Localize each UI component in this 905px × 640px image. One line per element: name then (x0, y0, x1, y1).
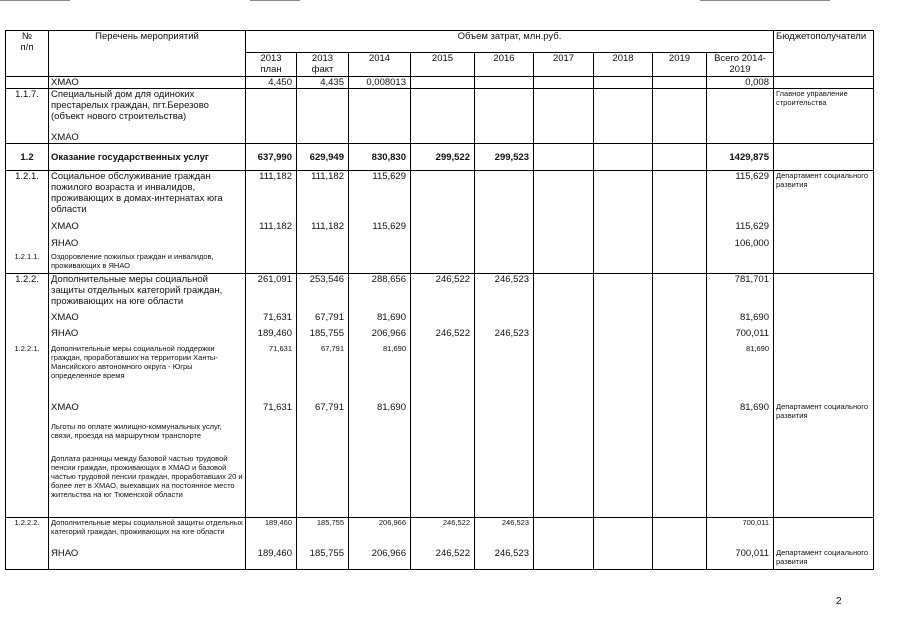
table-row (6, 454, 874, 518)
scan-edge-line (0, 0, 70, 1)
page-number: 2 (836, 596, 842, 607)
value-cell (297, 422, 349, 454)
table-row (6, 132, 874, 144)
value-cell (534, 238, 594, 252)
value-cell (594, 312, 653, 328)
value-cell (707, 252, 774, 274)
value-cell (475, 454, 534, 518)
value-cell (653, 144, 707, 171)
header-year: 2018 (594, 53, 653, 77)
value-cell (475, 238, 534, 252)
value-cell (246, 422, 297, 454)
value-cell (594, 77, 653, 89)
value-cell (594, 238, 653, 252)
value-cell (475, 171, 534, 221)
recipient-cell (774, 252, 874, 274)
value-cell: 206,966 (349, 548, 411, 570)
header-year: Всего 2014- 2019 (707, 53, 774, 77)
recipient-cell (774, 328, 874, 344)
row-number (6, 402, 49, 422)
row-number: 1.2.2.1. (6, 344, 49, 402)
value-cell (297, 132, 349, 144)
value-cell (653, 221, 707, 238)
value-cell: 246,522 (411, 548, 475, 570)
value-cell (534, 132, 594, 144)
value-cell (246, 132, 297, 144)
row-name: Доплата разницы между базовой частью трудовой пенсии граждан, проживающих в ХМАО и базовой частью трудовой пенсии граждан, проработавших 20 и более лет в ХМАО, выехавших на постоянное место жительства на юг Тюменской области (49, 454, 246, 518)
value-cell: 246,522 (411, 274, 475, 312)
value-cell: 185,755 (297, 518, 349, 548)
value-cell: 71,631 (246, 344, 297, 402)
value-cell (349, 454, 411, 518)
recipient-cell (774, 238, 874, 252)
value-cell (534, 422, 594, 454)
value-cell: 115,629 (707, 221, 774, 238)
row-number: 1.2.2.2. (6, 518, 49, 548)
row-name: ХМАО (49, 132, 246, 144)
row-number (6, 548, 49, 570)
value-cell (594, 274, 653, 312)
header-recipients: Бюджетополучатели (774, 31, 874, 77)
row-name: Социальное обслуживание граждан пожилого возраста и инвалидов, проживающих в домах-интернатах юга области (49, 171, 246, 221)
row-number: 1.2.2. (6, 274, 49, 312)
header-year: 2015 (411, 53, 475, 77)
row-number: 1.2.1.1. (6, 252, 49, 274)
row-name: Льготы по оплате жилищно-коммунальных услуг, связи, проезда на маршрутном транспорте (49, 422, 246, 454)
value-cell (653, 518, 707, 548)
value-cell: 246,522 (411, 328, 475, 344)
value-cell: 206,966 (349, 328, 411, 344)
value-cell: 261,091 (246, 274, 297, 312)
value-cell: 0,008 (707, 77, 774, 89)
header-year: 2019 (653, 53, 707, 77)
header-list: Перечень мероприятий (49, 31, 246, 77)
value-cell: 4,450 (246, 77, 297, 89)
row-name: ЯНАО (49, 328, 246, 344)
value-cell (411, 77, 475, 89)
table-row (6, 402, 874, 422)
value-cell (653, 402, 707, 422)
value-cell (534, 454, 594, 518)
value-cell (411, 422, 475, 454)
value-cell (246, 252, 297, 274)
value-cell: 71,631 (246, 312, 297, 328)
value-cell: 111,182 (297, 221, 349, 238)
value-cell (475, 252, 534, 274)
value-cell (534, 548, 594, 570)
value-cell (475, 402, 534, 422)
row-number (6, 328, 49, 344)
header-costs: Объем затрат, млн.руб. (246, 31, 774, 53)
value-cell (594, 422, 653, 454)
value-cell: 81,690 (707, 312, 774, 328)
table-row (6, 171, 874, 221)
value-cell (475, 77, 534, 89)
value-cell (411, 89, 475, 132)
value-cell: 81,690 (707, 344, 774, 402)
value-cell (246, 89, 297, 132)
value-cell: 189,460 (246, 548, 297, 570)
value-cell (594, 221, 653, 238)
value-cell: 206,966 (349, 518, 411, 548)
value-cell: 71,631 (246, 402, 297, 422)
value-cell (653, 344, 707, 402)
value-cell (653, 77, 707, 89)
table-row (6, 422, 874, 454)
value-cell (594, 144, 653, 171)
scan-edge-line (250, 0, 300, 1)
value-cell: 246,523 (475, 518, 534, 548)
value-cell: 111,182 (246, 221, 297, 238)
value-cell: 4,435 (297, 77, 349, 89)
value-cell: 288,656 (349, 274, 411, 312)
row-name: ХМАО (49, 402, 246, 422)
value-cell (534, 274, 594, 312)
value-cell (653, 312, 707, 328)
value-cell (411, 402, 475, 422)
value-cell (297, 252, 349, 274)
recipient-cell: Департамент социального развития (774, 171, 874, 221)
value-cell (594, 548, 653, 570)
value-cell: 81,690 (349, 402, 411, 422)
value-cell: 637,990 (246, 144, 297, 171)
header-year: 2017 (534, 53, 594, 77)
value-cell (475, 422, 534, 454)
row-name: ХМАО (49, 77, 246, 89)
row-number (6, 312, 49, 328)
value-cell (411, 238, 475, 252)
value-cell (707, 89, 774, 132)
value-cell: 246,523 (475, 274, 534, 312)
value-cell (653, 328, 707, 344)
value-cell (653, 89, 707, 132)
value-cell (475, 221, 534, 238)
row-name: ХМАО (49, 221, 246, 238)
value-cell (297, 454, 349, 518)
value-cell (653, 548, 707, 570)
value-cell (594, 171, 653, 221)
table-row (6, 238, 874, 252)
value-cell (653, 238, 707, 252)
value-cell: 781,701 (707, 274, 774, 312)
row-name: ХМАО (49, 312, 246, 328)
value-cell (411, 171, 475, 221)
header-year: 2014 (349, 53, 411, 77)
row-name: Дополнительные меры социальной защиты отдельных категорий граждан, проживающих на юге области (49, 274, 246, 312)
value-cell (534, 89, 594, 132)
recipient-cell: Департамент социального развития (774, 548, 874, 570)
value-cell: 246,523 (475, 328, 534, 344)
value-cell (594, 454, 653, 518)
header-year: 2013 факт (297, 53, 349, 77)
value-cell: 700,011 (707, 518, 774, 548)
recipient-cell (774, 144, 874, 171)
row-name: Дополнительные меры социальной защиты отдельных категорий граждан, проживающих на юге области (49, 518, 246, 548)
row-number: 1.2 (6, 144, 49, 171)
recipient-cell (774, 422, 874, 454)
value-cell (349, 238, 411, 252)
value-cell (707, 422, 774, 454)
value-cell: 189,460 (246, 328, 297, 344)
row-name: Оказание государственных услуг (49, 144, 246, 171)
header-num: № п/п (6, 31, 49, 77)
table-row (6, 221, 874, 238)
value-cell (411, 454, 475, 518)
value-cell (411, 252, 475, 274)
row-number (6, 238, 49, 252)
table-row (6, 548, 874, 570)
value-cell (594, 328, 653, 344)
value-cell (534, 328, 594, 344)
scan-edge-line (700, 0, 830, 1)
value-cell: 106,000 (707, 238, 774, 252)
value-cell (534, 344, 594, 402)
table-row (6, 89, 874, 132)
value-cell (594, 402, 653, 422)
value-cell (534, 252, 594, 274)
row-number (6, 221, 49, 238)
value-cell (411, 312, 475, 328)
value-cell (594, 89, 653, 132)
value-cell (594, 132, 653, 144)
value-cell (349, 89, 411, 132)
value-cell: 246,522 (411, 518, 475, 548)
value-cell: 185,755 (297, 548, 349, 570)
recipient-cell (774, 312, 874, 328)
header-year: 2013 план (246, 53, 297, 77)
value-cell (297, 89, 349, 132)
value-cell (475, 344, 534, 402)
recipient-cell: Департамент социального развития (774, 402, 874, 422)
value-cell (707, 454, 774, 518)
value-cell (475, 89, 534, 132)
row-number: 1.1.7. (6, 89, 49, 132)
row-number (6, 77, 49, 89)
row-number (6, 422, 49, 454)
value-cell: 246,523 (475, 548, 534, 570)
value-cell (653, 171, 707, 221)
value-cell: 700,011 (707, 548, 774, 570)
value-cell: 253,546 (297, 274, 349, 312)
value-cell (653, 132, 707, 144)
value-cell: 81,690 (349, 312, 411, 328)
recipient-cell (774, 518, 874, 548)
value-cell: 299,523 (475, 144, 534, 171)
value-cell: 115,629 (349, 171, 411, 221)
table-row (6, 344, 874, 402)
table-row (6, 328, 874, 344)
value-cell (246, 238, 297, 252)
value-cell: 115,629 (349, 221, 411, 238)
row-name: Оздоровление пожилых граждан и инвалидов, проживающих в ЯНАО (49, 252, 246, 274)
value-cell: 299,522 (411, 144, 475, 171)
value-cell: 830,830 (349, 144, 411, 171)
recipient-cell (774, 132, 874, 144)
value-cell (707, 132, 774, 144)
table-row (6, 274, 874, 312)
table-row (6, 518, 874, 548)
value-cell: 629,949 (297, 144, 349, 171)
value-cell (534, 312, 594, 328)
value-cell (594, 252, 653, 274)
value-cell (594, 344, 653, 402)
value-cell (475, 132, 534, 144)
value-cell (534, 171, 594, 221)
table-row (6, 77, 874, 89)
value-cell: 81,690 (349, 344, 411, 402)
value-cell (534, 221, 594, 238)
value-cell: 67,791 (297, 344, 349, 402)
header-year: 2016 (475, 53, 534, 77)
expenditure-table (5, 30, 874, 570)
row-number (6, 132, 49, 144)
value-cell (534, 144, 594, 171)
recipient-cell (774, 221, 874, 238)
value-cell (349, 132, 411, 144)
row-number (6, 454, 49, 518)
value-cell: 0,008013 (349, 77, 411, 89)
value-cell: 81,690 (707, 402, 774, 422)
value-cell (653, 274, 707, 312)
table-row (6, 144, 874, 171)
table-row (6, 252, 874, 274)
value-cell (297, 238, 349, 252)
value-cell: 111,182 (297, 171, 349, 221)
row-name: Специальный дом для одиноких престарелых граждан, пгт.Березово (объект нового строительства) (49, 89, 246, 132)
value-cell: 67,791 (297, 312, 349, 328)
value-cell: 185,755 (297, 328, 349, 344)
value-cell (534, 518, 594, 548)
value-cell: 67,791 (297, 402, 349, 422)
value-cell: 189,460 (246, 518, 297, 548)
value-cell (534, 402, 594, 422)
value-cell (411, 344, 475, 402)
recipient-cell (774, 274, 874, 312)
value-cell (653, 252, 707, 274)
value-cell (534, 77, 594, 89)
row-name: ЯНАО (49, 238, 246, 252)
value-cell: 111,182 (246, 171, 297, 221)
value-cell (594, 518, 653, 548)
value-cell (653, 422, 707, 454)
row-number: 1.2.1. (6, 171, 49, 221)
value-cell (246, 454, 297, 518)
row-name: Дополнительные меры социальной поддержки граждан, проработавших на территории Ханты-Мансийского автономного округа - Югры определенное время (49, 344, 246, 402)
row-name: ЯНАО (49, 548, 246, 570)
value-cell (349, 422, 411, 454)
value-cell (349, 252, 411, 274)
value-cell (475, 312, 534, 328)
recipient-cell (774, 77, 874, 89)
value-cell: 700,011 (707, 328, 774, 344)
recipient-cell: Главное управление строительства (774, 89, 874, 132)
value-cell (411, 221, 475, 238)
value-cell: 1429,875 (707, 144, 774, 171)
value-cell (411, 132, 475, 144)
recipient-cell (774, 454, 874, 518)
value-cell: 115,629 (707, 171, 774, 221)
value-cell (653, 454, 707, 518)
recipient-cell (774, 344, 874, 402)
table-row (6, 312, 874, 328)
